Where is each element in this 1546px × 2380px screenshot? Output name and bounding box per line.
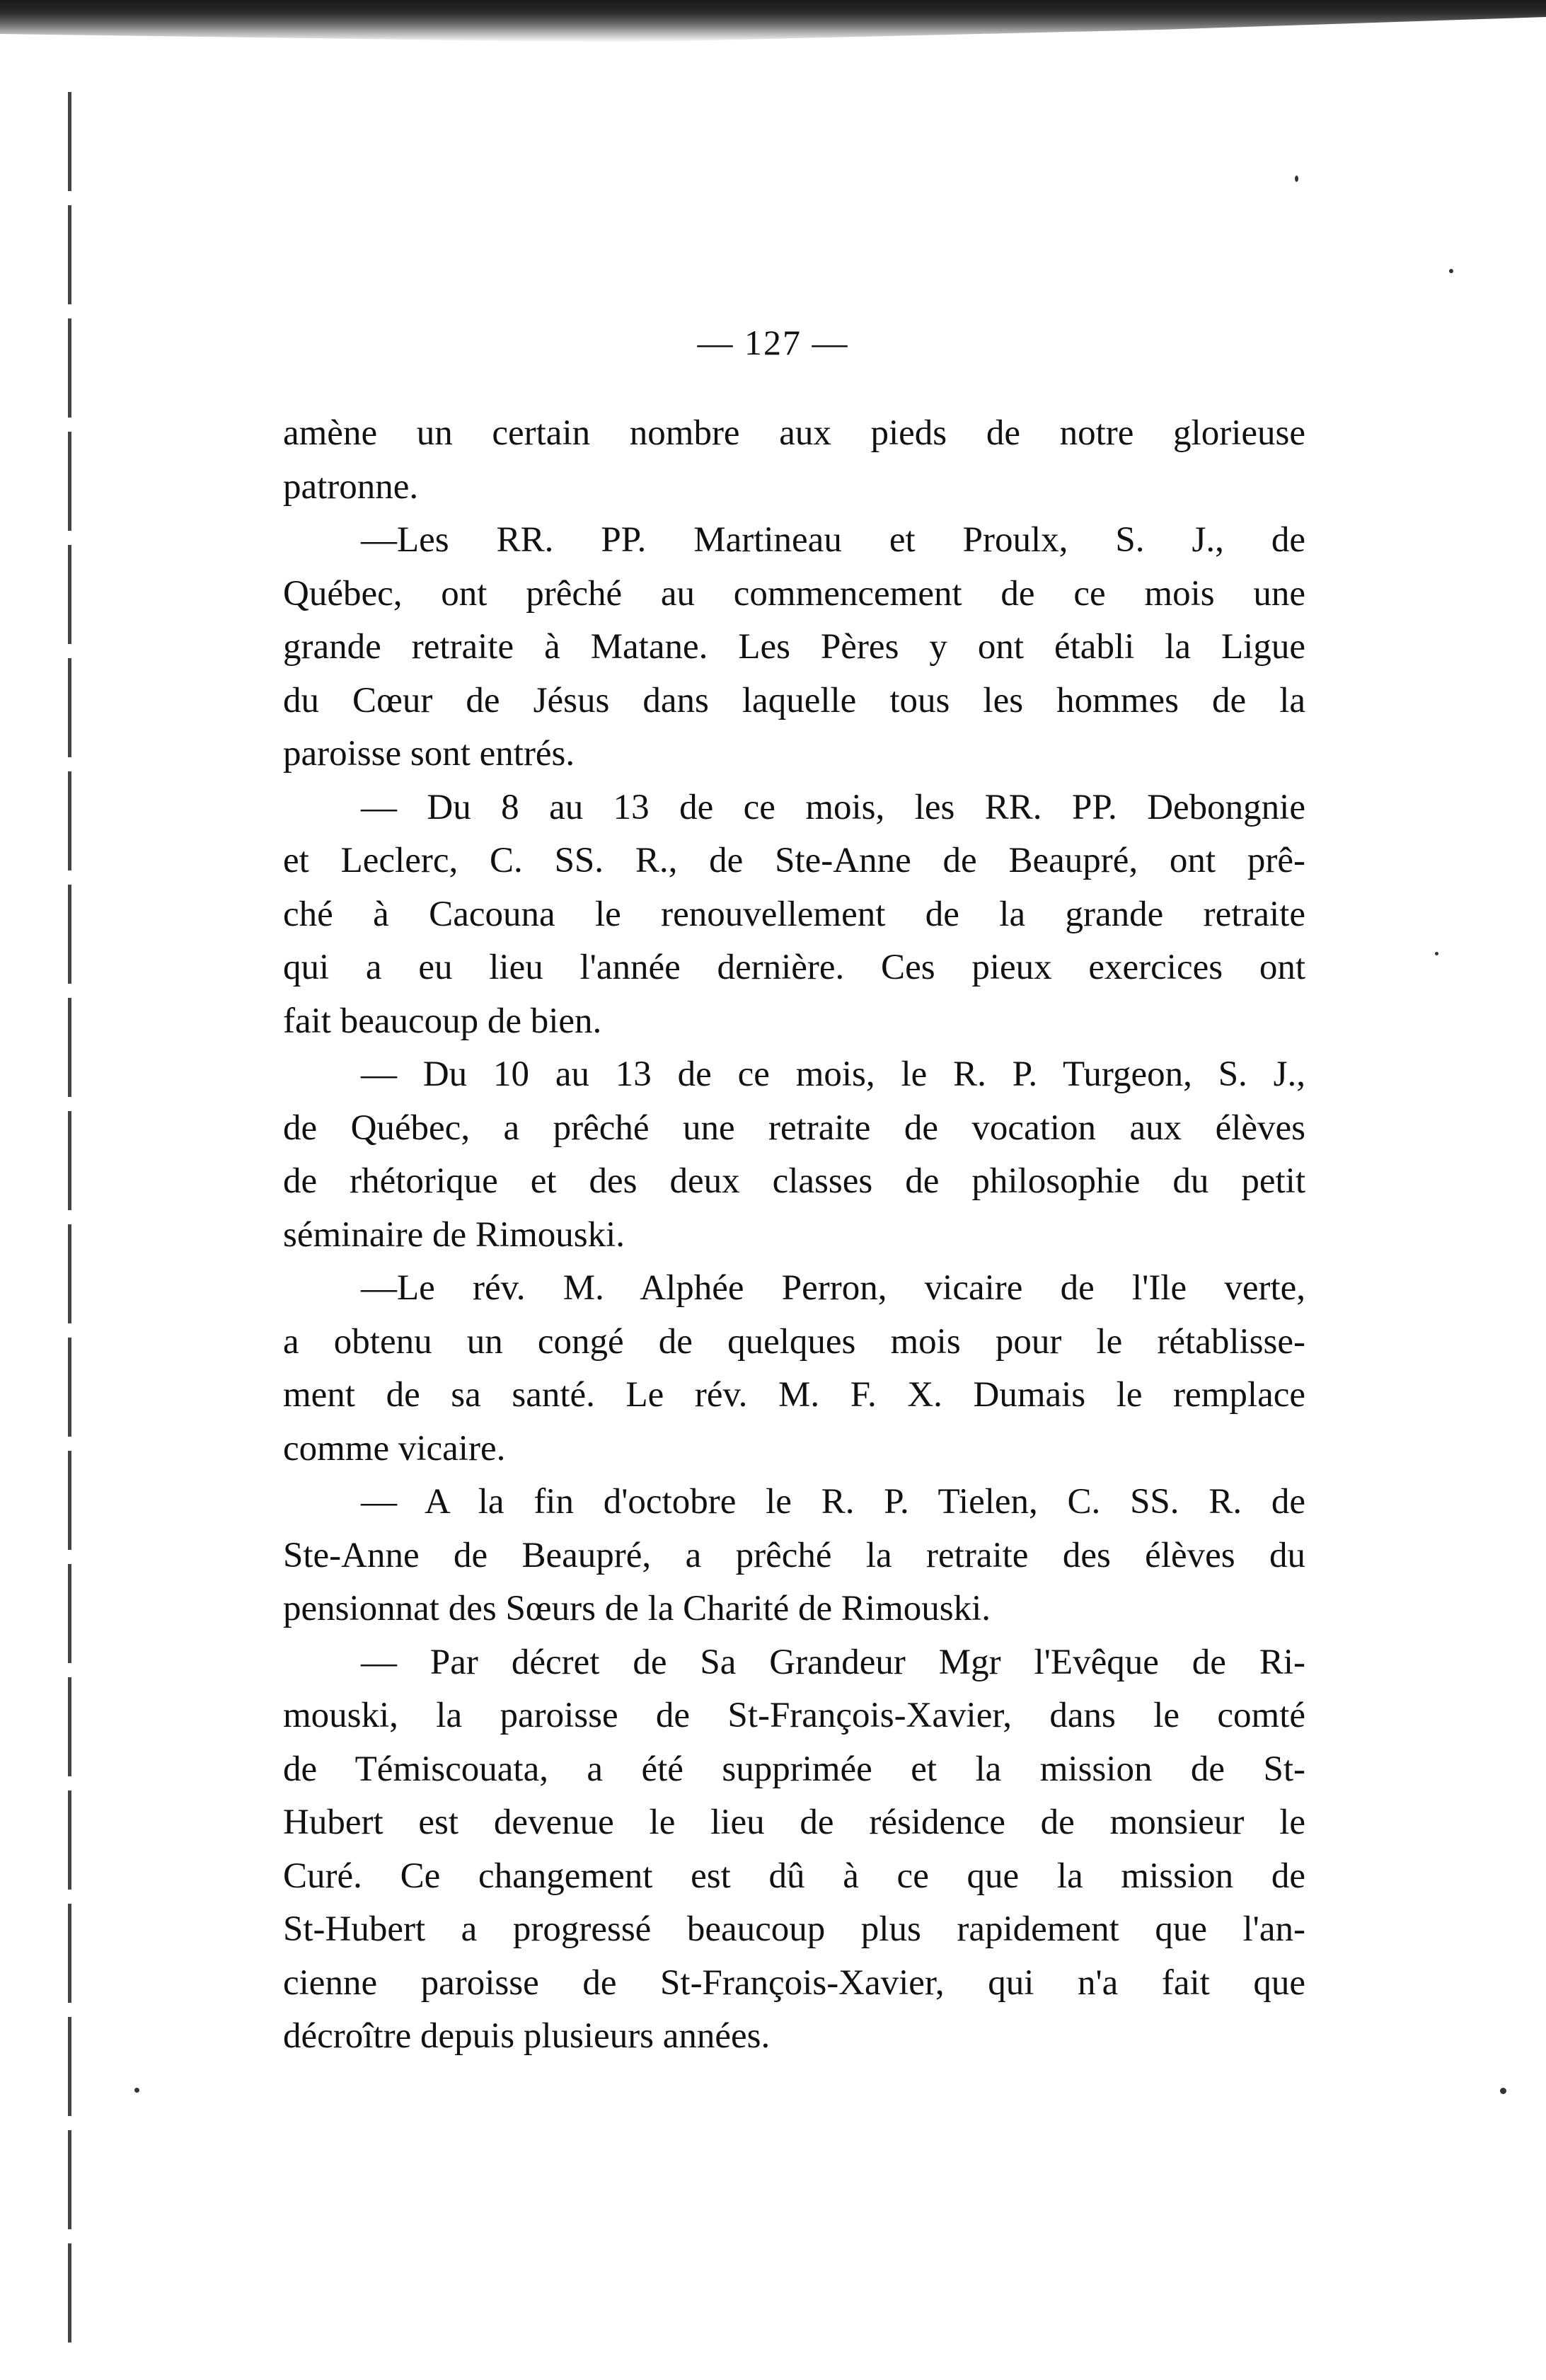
text-line: comme vicaire. [283,1428,506,1468]
text-line: de Témiscouata, a été supprimée et la mission de St- [283,1749,1305,1789]
text-line: amène un certain nombre aux pieds de notre glorieuse [283,413,1305,453]
text-line: du Cœur de Jésus dans laquelle tous les hommes de la [283,680,1305,720]
paragraph [283,1262,1305,1476]
text-line: — Du 8 au 13 de ce mois, les RR. PP. Debongnie [361,787,1305,827]
scan-speck [1295,176,1298,182]
paragraph [283,1048,1305,1262]
text-line: séminaire de Rimouski. [283,1214,625,1255]
page-number: — 127 — [697,323,849,362]
text-line: Ste-Anne de Beaupré, a prêché la retraite des élèves du [283,1535,1305,1575]
paragraph [283,407,1305,514]
text-line: patronne. [283,466,419,507]
scan-top-edge [0,0,1546,42]
text-line: cienne paroisse de St-François-Xavier, qui n'a fait que [283,1962,1305,2003]
text-line: paroisse sont entrés. [283,734,575,774]
text-line: de Québec, a prêché une retraite de vocation aux élèves [283,1108,1305,1148]
text-line: a obtenu un congé de quelques mois pour le rétablisse- [283,1321,1305,1362]
text-line: — Du 10 au 13 de ce mois, le R. P. Turgeon, S. J., [361,1054,1305,1094]
scan-speck [1435,952,1438,955]
scan-speck [134,2088,139,2093]
text-line: — Par décret de Sa Grandeur Mgr l'Evêque de Ri- [361,1642,1305,1682]
text-line: —Les RR. PP. Martineau et Proulx, S. J., de [361,520,1305,560]
text-line: Québec, ont prêché au commencement de ce mois une [283,573,1305,614]
text-line: — A la fin d'octobre le R. P. Tielen, C. SS. R. de [361,1482,1305,1522]
text-line: pensionnat des Sœurs de la Charité de Rimouski. [283,1589,991,1628]
text-line: St-Hubert a progressé beaucoup plus rapidement que l'an- [283,1909,1305,1949]
text-line: ché à Cacouna le renouvellement de la grande retraite [283,894,1305,934]
text-line: Hubert est devenue le lieu de résidence de monsieur le [283,1803,1305,1842]
text-line: de rhétorique et des deux classes de philosophie du petit [283,1161,1305,1201]
text-line: Curé. Ce changement est dû à ce que la mission de [283,1856,1305,1896]
text-line: fait beaucoup de bien. [283,1001,602,1041]
paragraph [283,781,1305,1049]
paragraph [283,1476,1305,1636]
paragraph [283,1636,1305,2064]
text-line: —Le rév. M. Alphée Perron, vicaire de l'Ile verte, [361,1268,1305,1308]
scan-speck [1449,269,1453,273]
text-line: grande retraite à Matane. Les Pères y ont établi la Ligue [283,627,1305,667]
scan-speck [1500,2088,1506,2094]
text-line: mouski, la paroisse de St-François-Xavier, dans le comté [283,1696,1305,1735]
text-line: décroître depuis plusieurs années. [283,2016,771,2056]
text-line: et Leclerc, C. SS. R., de Ste-Anne de Beaupré, ont prê- [283,841,1305,880]
paragraph [283,514,1305,781]
text-line: qui a eu lieu l'année dernière. Ces pieux exercices ont [283,948,1305,987]
scan-binding-shadow [68,92,71,2342]
article-body [283,407,1305,2064]
text-line: ment de sa santé. Le rév. M. F. X. Dumais le remplace [283,1375,1305,1415]
